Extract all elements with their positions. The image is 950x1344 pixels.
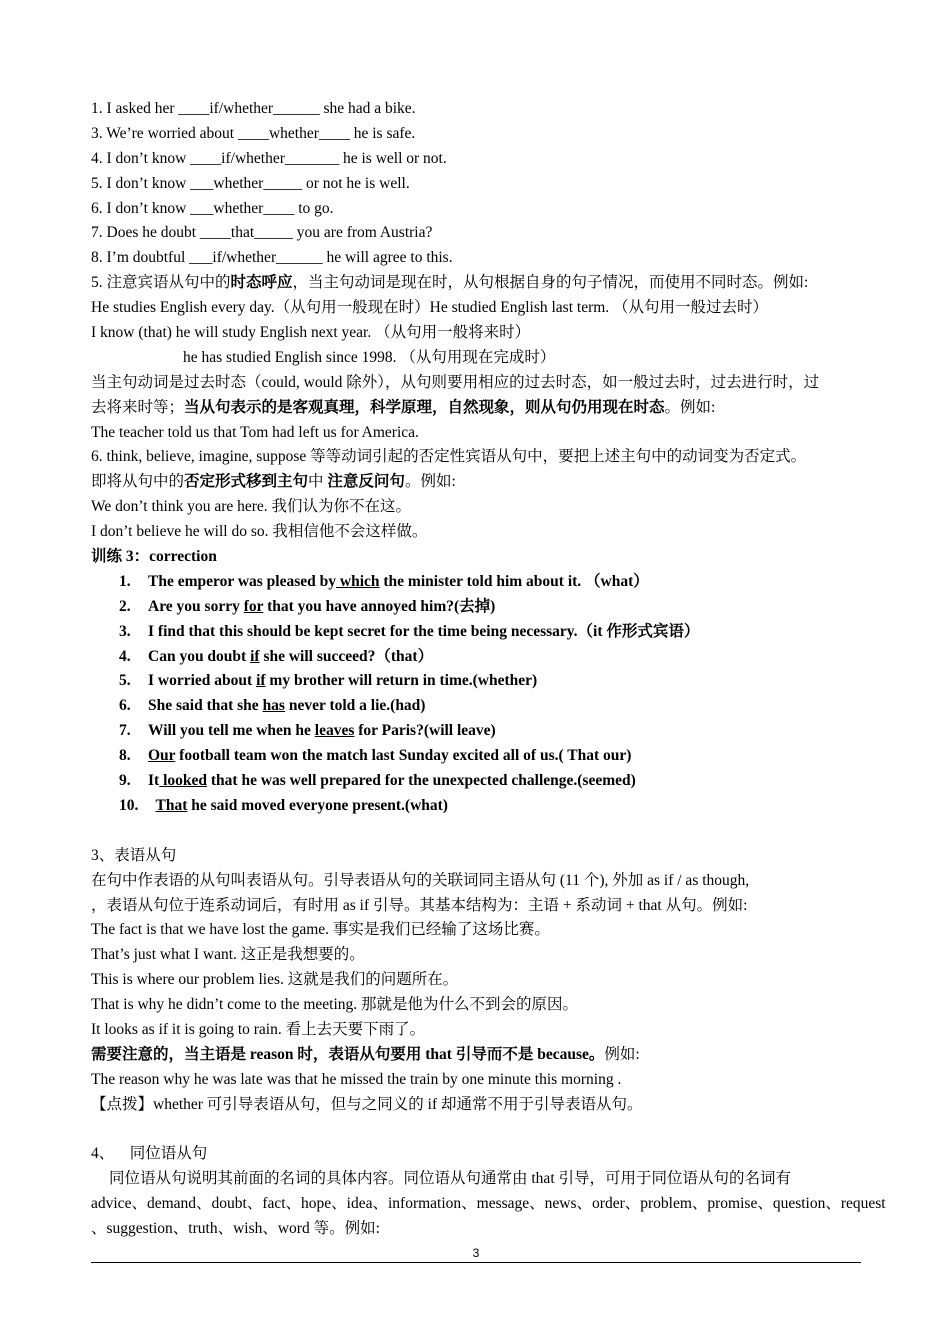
section-4-appositive-clause [91, 1142, 886, 1242]
example-sentence: This is where our problem lies. 这就是我们的问题所在。 [91, 971, 459, 989]
example-sentence: It looks as if it is going to rain. 看上去天要下雨了。 [91, 1020, 426, 1038]
exercise-item: 8. Our football team won the match last Sunday excited all of us.( That our) [119, 747, 632, 765]
emphasis: 需要注意的，当主语是 reason 时，表语从句要用 that 引导而不是 because。 [91, 1045, 605, 1063]
error-word: has [262, 697, 285, 715]
example-sentence: The reason why he was late was that he missed the train by one minute this morning . [91, 1070, 622, 1088]
list-item: 8. I’m doubtful ___if/whether______ he will agree to this. [91, 249, 453, 267]
blank-line [91, 1118, 861, 1143]
example-sentence: He studies English every day.（从句用一般现在时）He studied English last term. （从句用一般过去时） [91, 299, 769, 317]
list-item: 3. We’re worried about ____whether____ he is safe. [91, 124, 416, 142]
emphasis: 注意反问句 [327, 473, 405, 491]
error-word: Our [148, 747, 176, 765]
tip-line: 【点拨】whether 可引导表语从句，但与之同义的 if 却通常不用于引导表语从句。 [91, 1095, 643, 1113]
error-word: looked [159, 772, 208, 790]
page-footer [91, 1246, 861, 1263]
note-line: 需要注意的，当主语是 reason 时，表语从句要用 that 引导而不是 because。例如: [91, 1045, 640, 1063]
example-sentence: I know (that) he will study English next year. （从句用一般将来时） [91, 324, 531, 342]
list-item: 1. I asked her ____if/whether______ she had a bike. [91, 100, 416, 117]
paragraph-line: 当主句动词是过去时态（could, would 除外），从句则要用相应的过去时态，如一般过去时，过去进行时，过 [91, 373, 820, 391]
paragraph-line: 6. think, believe, imagine, suppose 等等动词引起的否定性宾语从句中，要把上述主句中的动词变为否定式。 [91, 448, 807, 466]
exercise-item: 9. It looked that he was well prepared for the unexpected challenge.(seemed) [119, 772, 636, 790]
exercise-item: 6. She said that she has never told a lie.(had) [119, 697, 426, 715]
error-word: if [250, 647, 260, 665]
list-item: 5. I don’t know ___whether_____ or not he is well. [91, 174, 410, 192]
paragraph-line: 去将来时等；当从句表示的是客观真理，科学原理，自然现象，则从句仍用现在时态。例如: [91, 398, 716, 416]
blank-line [91, 819, 861, 844]
error-word: leaves [314, 722, 355, 740]
training-3-correction [91, 545, 861, 819]
example-sentence: he has studied English since 1998. （从句用现在完成时） [183, 348, 556, 366]
paragraph-line: advice、demand、doubt、fact、hope、idea、information、message、news、order、problem、promise、question、request [91, 1195, 886, 1213]
list-item: 4. I don’t know ____if/whether_______ he is well or not. [91, 149, 447, 167]
page-number: 3 [472, 1246, 480, 1260]
point-5-intro: 5. 注意宾语从句中的时态呼应，当主句动词是现在时，从句根据自身的句子情况，而使用不同时态。例如: [91, 274, 809, 292]
section-title: 4、 同位语从句 [91, 1145, 208, 1163]
exercise-item: 2. Are you sorry for that you have annoyed him?(去掉) [119, 597, 496, 615]
exercise-item: 7. Will you tell me when he leaves for Paris?(will leave) [119, 722, 496, 740]
emphasis: 时态呼应 [230, 274, 293, 292]
exercise-item: 10. That he said moved everyone present.(what) [119, 796, 448, 814]
exercise-item: 3. I find that this should be kept secret for the time being necessary.（it 作形式宾语） [119, 622, 700, 640]
paragraph-line: 即将从句中的否定形式移到主句中 注意反问句。例如: [91, 473, 456, 491]
paragraph-line: 、suggestion、truth、wish、word 等。例如: [91, 1220, 380, 1238]
example-sentence: I don’t believe he will do so. 我相信他不会这样做。 [91, 523, 428, 541]
example-sentence: The teacher told us that Tom had left us for America. [91, 423, 419, 441]
error-word: That [155, 796, 188, 814]
exercise-item: 5. I worried about if my brother will return in time.(whether) [119, 672, 538, 690]
paragraph-line: ，表语从句位于连系动词后，有时用 as if 引导。其基本结构为：主语 + 系动词 + that 从句。例如: [91, 896, 748, 914]
example-sentence: That is why he didn’t come to the meeting. 那就是他为什么不到会的原因。 [91, 996, 579, 1014]
section-3-predicative-clause [91, 844, 861, 1118]
error-word: which [336, 572, 380, 590]
emphasis: 否定形式移到主句 [184, 473, 309, 491]
training-title: 训练 3：correction [91, 548, 217, 566]
list-item: 6. I don’t know ___whether____ to go. [91, 199, 334, 217]
example-sentence: We don’t think you are here. 我们认为你不在这。 [91, 498, 412, 516]
document-page [91, 97, 886, 1242]
paragraph-line: 同位语从句说明其前面的名词的具体内容。同位语从句通常由 that 引导，可用于同位语从句的名词有 [109, 1170, 791, 1188]
point-5-tense-agreement [91, 271, 861, 445]
list-item: 7. Does he doubt ____that_____ you are from Austria? [91, 224, 433, 242]
emphasis: 当从句表示的是客观真理，科学原理，自然现象，则从句仍用现在时态 [184, 398, 665, 416]
error-word: if [256, 672, 266, 690]
example-sentence: The fact is that we have lost the game. 事实是我们已经输了这场比赛。 [91, 921, 550, 939]
point-6-negative-transfer [91, 445, 861, 545]
fill-in-list [91, 97, 861, 271]
footer-rule [91, 1262, 861, 1263]
exercise-item: 4. Can you doubt if she will succeed?（that） [119, 647, 434, 665]
paragraph-line: 在句中作表语的从句叫表语从句。引导表语从句的关联词同主语从句 (11 个), 外加 as if / as though, [91, 871, 750, 889]
example-sentence: That’s just what I want. 这正是我想要的。 [91, 946, 365, 964]
error-word: for [243, 597, 264, 615]
exercise-item: 1. The emperor was pleased by which the minister told him about it. （what） [119, 572, 649, 590]
section-title: 3、表语从句 [91, 846, 177, 864]
